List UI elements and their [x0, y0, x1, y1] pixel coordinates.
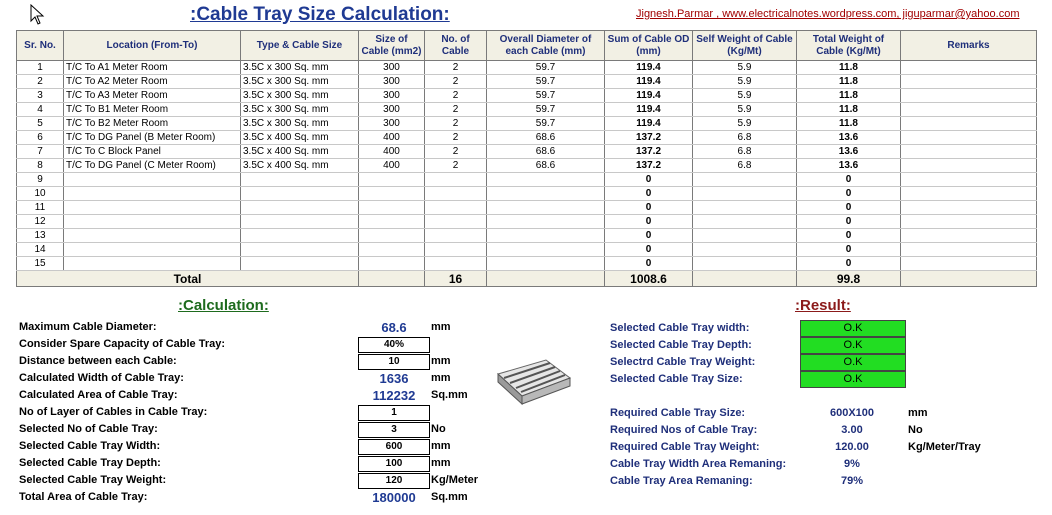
table-cell[interactable]: 8 — [17, 159, 64, 173]
table-cell[interactable]: 137.2 — [605, 131, 693, 145]
table-cell[interactable]: T/C To B1 Meter Room — [64, 103, 241, 117]
table-row — [17, 145, 1037, 159]
result-check-label: Selectrd Cable Tray Weight: — [610, 356, 756, 368]
table-cell[interactable] — [693, 257, 797, 271]
status-badge-ok[interactable]: O.K — [800, 354, 906, 371]
table-cell[interactable] — [425, 215, 487, 229]
cable-table — [16, 30, 1037, 287]
table-cell[interactable] — [901, 229, 1037, 243]
table-cell[interactable]: 119.4 — [605, 103, 693, 117]
author-link[interactable]: Jignesh.Parmar , www.electricalnotes.wordpress.com, jiguparmar@yahoo.com — [636, 8, 1020, 20]
total-cell-empty[interactable] — [487, 271, 605, 287]
table-cell[interactable]: T/C To A1 Meter Room — [64, 61, 241, 75]
calc-label: Calculated Width of Cable Tray: — [19, 372, 184, 384]
table-cell[interactable] — [425, 257, 487, 271]
calc-unit: Sq.mm — [431, 491, 468, 503]
calc-unit: No — [431, 423, 446, 435]
table-row — [17, 103, 1037, 117]
table-cell[interactable] — [64, 243, 241, 257]
calc-value: 112232 — [372, 388, 416, 403]
table-cell[interactable] — [901, 243, 1037, 257]
table-cell[interactable] — [359, 229, 425, 243]
table-cell[interactable] — [901, 173, 1037, 187]
col-header[interactable]: Total Weight of Cable (Kg/Mt) — [797, 31, 901, 61]
table-cell[interactable]: 5.9 — [693, 75, 797, 89]
page-title: :Cable Tray Size Calculation: — [190, 4, 450, 25]
calc-unit: mm — [431, 457, 451, 469]
table-cell[interactable] — [901, 257, 1037, 271]
table-cell[interactable]: 14 — [17, 243, 64, 257]
table-cell[interactable]: 3.5C x 400 Sq. mm — [241, 159, 359, 173]
table-cell[interactable]: 1 — [17, 61, 64, 75]
calc-label: Selected Cable Tray Width: — [19, 440, 161, 452]
table-cell[interactable] — [359, 173, 425, 187]
table-cell[interactable]: 0 — [797, 257, 901, 271]
table-cell[interactable]: 15 — [17, 257, 64, 271]
table-cell[interactable]: 13.6 — [797, 159, 901, 173]
table-cell[interactable] — [359, 257, 425, 271]
result-required-unit: Kg/Meter/Tray — [908, 441, 981, 453]
table-cell[interactable] — [901, 61, 1037, 75]
table-cell[interactable]: 4 — [17, 103, 64, 117]
calc-unit: mm — [431, 440, 451, 452]
table-cell[interactable]: 2 — [17, 75, 64, 89]
table-cell[interactable]: 137.2 — [605, 145, 693, 159]
result-required-label: Cable Tray Width Area Remaning: — [610, 458, 787, 470]
table-cell[interactable]: 59.7 — [487, 89, 605, 103]
table-cell[interactable]: 3.5C x 300 Sq. mm — [241, 89, 359, 103]
table-cell[interactable] — [241, 173, 359, 187]
table-row — [17, 257, 1037, 271]
table-row — [17, 75, 1037, 89]
result-title: :Result: — [795, 297, 851, 314]
table-row — [17, 201, 1037, 215]
col-header[interactable]: Overall Diameter of each Cable (mm) — [487, 31, 605, 61]
table-cell[interactable]: T/C To DG Panel (C Meter Room) — [64, 159, 241, 173]
col-header[interactable]: Self Weight of Cable (Kg/Mt) — [693, 31, 797, 61]
calc-value: 1636 — [379, 371, 409, 386]
table-cell[interactable]: 119.4 — [605, 117, 693, 131]
calc-label: Consider Spare Capacity of Cable Tray: — [19, 338, 226, 350]
table-cell[interactable]: 68.6 — [487, 159, 605, 173]
table-cell[interactable]: 5.9 — [693, 89, 797, 103]
calc-input-field[interactable]: 1 — [358, 405, 430, 421]
table-cell[interactable] — [241, 215, 359, 229]
table-cell[interactable] — [487, 215, 605, 229]
calc-input-field[interactable]: 3 — [358, 422, 430, 438]
table-cell[interactable]: 6.8 — [693, 131, 797, 145]
table-cell[interactable] — [901, 117, 1037, 131]
table-cell[interactable]: 0 — [797, 173, 901, 187]
calc-value: 180000 — [372, 490, 416, 505]
calc-label: Selected Cable Tray Depth: — [19, 457, 161, 469]
table-cell[interactable] — [901, 187, 1037, 201]
table-cell[interactable] — [693, 229, 797, 243]
table-cell[interactable]: 300 — [359, 117, 425, 131]
table-row — [17, 243, 1037, 257]
table-cell[interactable]: 0 — [605, 229, 693, 243]
result-required-unit: No — [908, 424, 923, 436]
table-cell[interactable] — [693, 243, 797, 257]
result-required-value[interactable]: 120.00 — [835, 441, 869, 453]
table-cell[interactable] — [64, 187, 241, 201]
calc-label: Selected Cable Tray Weight: — [19, 474, 167, 486]
table-cell[interactable]: T/C To C Block Panel — [64, 145, 241, 159]
total-cell-empty[interactable] — [693, 271, 797, 287]
table-cell[interactable] — [901, 201, 1037, 215]
status-badge-ok[interactable]: O.K — [800, 320, 906, 337]
col-header[interactable]: Sr. No. — [17, 31, 64, 61]
table-cell[interactable]: 400 — [359, 131, 425, 145]
table-cell[interactable] — [64, 257, 241, 271]
table-cell[interactable] — [901, 159, 1037, 173]
total-weight[interactable]: 99.8 — [797, 271, 901, 287]
table-cell[interactable]: 0 — [605, 243, 693, 257]
table-cell[interactable]: T/C To DG Panel (B Meter Room) — [64, 131, 241, 145]
table-cell[interactable]: 2 — [425, 75, 487, 89]
calc-unit: mm — [431, 355, 451, 367]
col-header[interactable]: Size of Cable (mm2) — [359, 31, 425, 61]
table-cell[interactable]: 2 — [425, 145, 487, 159]
table-cell[interactable]: 119.4 — [605, 75, 693, 89]
calc-input-field[interactable]: 600 — [358, 439, 430, 455]
table-cell[interactable]: 3.5C x 300 Sq. mm — [241, 103, 359, 117]
table-cell[interactable]: 13.6 — [797, 145, 901, 159]
result-required-label: Cable Tray Area Remaning: — [610, 475, 753, 487]
table-cell[interactable]: 13 — [17, 229, 64, 243]
table-cell[interactable]: 0 — [605, 257, 693, 271]
table-cell[interactable] — [901, 75, 1037, 89]
table-cell[interactable] — [359, 243, 425, 257]
table-row — [17, 159, 1037, 173]
result-required-value[interactable]: 3.00 — [841, 424, 863, 436]
table-cell[interactable] — [241, 243, 359, 257]
calc-input-field[interactable]: 40% — [358, 337, 430, 353]
table-cell[interactable]: T/C To A3 Meter Room — [64, 89, 241, 103]
table-row — [17, 131, 1037, 145]
status-badge-ok[interactable]: O.K — [800, 337, 906, 354]
table-cell[interactable]: 11.8 — [797, 117, 901, 131]
table-cell[interactable]: 0 — [605, 201, 693, 215]
table-cell[interactable]: 0 — [797, 229, 901, 243]
table-cell[interactable]: 3.5C x 300 Sq. mm — [241, 61, 359, 75]
table-cell[interactable] — [241, 229, 359, 243]
result-required-value[interactable]: 600X100 — [829, 407, 875, 419]
table-cell[interactable]: 59.7 — [487, 75, 605, 89]
table-cell[interactable] — [487, 243, 605, 257]
calc-label: No of Layer of Cables in Cable Tray: — [19, 406, 208, 418]
table-cell[interactable]: 12 — [17, 215, 64, 229]
result-required-label: Required Cable Tray Size: — [610, 407, 746, 419]
table-cell[interactable]: 59.7 — [487, 117, 605, 131]
table-cell[interactable] — [693, 201, 797, 215]
table-cell[interactable] — [64, 173, 241, 187]
result-required-label: Required Nos of Cable Tray: — [610, 424, 758, 436]
table-cell[interactable]: T/C To A2 Meter Room — [64, 75, 241, 89]
calc-input-field[interactable]: 100 — [358, 456, 430, 472]
table-cell[interactable]: 5.9 — [693, 117, 797, 131]
col-header[interactable]: Location (From-To) — [64, 31, 241, 61]
table-cell[interactable] — [64, 229, 241, 243]
calc-input-field[interactable]: 10 — [358, 354, 430, 370]
table-cell[interactable]: 10 — [17, 187, 64, 201]
table-cell[interactable]: 11.8 — [797, 103, 901, 117]
total-label[interactable]: Total — [17, 271, 359, 287]
table-cell[interactable]: T/C To B2 Meter Room — [64, 117, 241, 131]
table-cell[interactable]: 3.5C x 400 Sq. mm — [241, 145, 359, 159]
calc-label: Selected No of Cable Tray: — [19, 423, 158, 435]
table-cell[interactable]: 2 — [425, 159, 487, 173]
table-cell[interactable] — [487, 187, 605, 201]
table-cell[interactable]: 68.6 — [487, 145, 605, 159]
table-cell[interactable] — [901, 103, 1037, 117]
table-cell[interactable]: 59.7 — [487, 103, 605, 117]
table-cell[interactable]: 3.5C x 300 Sq. mm — [241, 75, 359, 89]
result-required-label: Required Cable Tray Weight: — [610, 441, 760, 453]
table-cell[interactable]: 0 — [797, 187, 901, 201]
calc-label: Distance between each Cable: — [19, 355, 177, 367]
table-cell[interactable]: 119.4 — [605, 61, 693, 75]
table-cell[interactable] — [425, 201, 487, 215]
calculation-title: :Calculation: — [178, 297, 269, 314]
table-cell[interactable] — [241, 187, 359, 201]
calc-value: 68.6 — [381, 320, 407, 335]
table-cell[interactable]: 11.8 — [797, 89, 901, 103]
table-cell[interactable]: 0 — [797, 201, 901, 215]
col-header[interactable]: Sum of Cable OD (mm) — [605, 31, 693, 61]
table-cell[interactable]: 2 — [425, 131, 487, 145]
table-cell[interactable]: 5.9 — [693, 103, 797, 117]
table-cell[interactable]: 6.8 — [693, 145, 797, 159]
table-cell[interactable] — [64, 201, 241, 215]
table-cell[interactable]: 9 — [17, 173, 64, 187]
table-cell[interactable]: 119.4 — [605, 89, 693, 103]
table-cell[interactable]: 2 — [425, 117, 487, 131]
table-row — [17, 187, 1037, 201]
table-cell[interactable]: 11.8 — [797, 75, 901, 89]
table-cell[interactable]: 2 — [425, 61, 487, 75]
table-cell[interactable]: 68.6 — [487, 131, 605, 145]
table-cell[interactable]: 300 — [359, 103, 425, 117]
table-cell[interactable]: 0 — [605, 215, 693, 229]
mouse-pointer-icon — [30, 4, 46, 26]
table-cell[interactable] — [359, 201, 425, 215]
table-cell[interactable]: 137.2 — [605, 159, 693, 173]
table-cell[interactable]: 0 — [797, 215, 901, 229]
table-cell[interactable]: 11.8 — [797, 61, 901, 75]
table-cell[interactable] — [487, 229, 605, 243]
table-cell[interactable] — [901, 145, 1037, 159]
table-cell[interactable]: 300 — [359, 61, 425, 75]
table-cell[interactable] — [693, 187, 797, 201]
table-cell[interactable]: 0 — [605, 187, 693, 201]
table-row — [17, 61, 1037, 75]
table-cell[interactable]: 5 — [17, 117, 64, 131]
table-cell[interactable]: 5.9 — [693, 61, 797, 75]
table-cell[interactable] — [693, 173, 797, 187]
table-row — [17, 89, 1037, 103]
calc-label: Calculated Area of Cable Tray: — [19, 389, 178, 401]
table-cell[interactable] — [359, 215, 425, 229]
table-cell[interactable] — [901, 131, 1037, 145]
col-header[interactable]: Remarks — [901, 31, 1037, 61]
table-cell[interactable] — [901, 89, 1037, 103]
table-cell[interactable]: 3.5C x 300 Sq. mm — [241, 117, 359, 131]
col-header[interactable]: No. of Cable — [425, 31, 487, 61]
table-cell[interactable]: 300 — [359, 89, 425, 103]
table-cell[interactable]: 3.5C x 400 Sq. mm — [241, 131, 359, 145]
result-check-label: Selected Cable Tray Size: — [610, 373, 743, 385]
total-sum-od[interactable]: 1008.6 — [605, 271, 693, 287]
table-cell[interactable]: 59.7 — [487, 61, 605, 75]
table-cell[interactable] — [359, 187, 425, 201]
table-cell[interactable] — [241, 201, 359, 215]
table-cell[interactable] — [901, 215, 1037, 229]
table-cell[interactable]: 400 — [359, 145, 425, 159]
cable-tray-ladder-icon — [494, 356, 574, 412]
table-cell[interactable] — [241, 257, 359, 271]
table-cell[interactable]: 3 — [17, 89, 64, 103]
total-row — [17, 271, 1037, 287]
table-cell[interactable]: 2 — [425, 89, 487, 103]
table-cell[interactable] — [425, 229, 487, 243]
table-row — [17, 229, 1037, 243]
table-cell[interactable]: 11 — [17, 201, 64, 215]
table-cell[interactable] — [487, 201, 605, 215]
total-cell-empty[interactable] — [359, 271, 425, 287]
col-header[interactable]: Type & Cable Size — [241, 31, 359, 61]
result-check-label: Selected Cable Tray Depth: — [610, 339, 752, 351]
table-cell[interactable]: 300 — [359, 75, 425, 89]
result-required-value[interactable]: 79% — [840, 475, 864, 487]
total-cell-empty[interactable] — [901, 271, 1037, 287]
calc-label: Maximum Cable Diameter: — [19, 321, 157, 333]
calc-unit: mm — [431, 321, 451, 333]
table-row — [17, 215, 1037, 229]
table-cell[interactable] — [693, 215, 797, 229]
table-cell[interactable]: 0 — [797, 243, 901, 257]
table-cell[interactable] — [425, 173, 487, 187]
calc-unit: Sq.mm — [431, 389, 468, 401]
table-cell[interactable] — [425, 187, 487, 201]
table-header-row — [17, 31, 1037, 61]
result-required-value[interactable]: 9% — [844, 458, 860, 470]
total-cables[interactable]: 16 — [425, 271, 487, 287]
calc-unit: Kg/Meter — [431, 474, 479, 486]
table-cell[interactable]: 13.6 — [797, 131, 901, 145]
table-cell[interactable]: 0 — [605, 173, 693, 187]
table-cell[interactable]: 400 — [359, 159, 425, 173]
table-cell[interactable]: 6.8 — [693, 159, 797, 173]
calc-label: Total Area of Cable Tray: — [19, 491, 148, 503]
table-row — [17, 117, 1037, 131]
table-cell[interactable]: 7 — [17, 145, 64, 159]
table-cell[interactable] — [64, 215, 241, 229]
calc-input-field[interactable]: 120 — [358, 473, 430, 489]
status-badge-ok[interactable]: O.K — [800, 371, 906, 388]
table-cell[interactable]: 2 — [425, 103, 487, 117]
table-cell[interactable] — [425, 243, 487, 257]
table-cell[interactable]: 6 — [17, 131, 64, 145]
table-cell[interactable] — [487, 173, 605, 187]
table-row — [17, 173, 1037, 187]
table-cell[interactable] — [487, 257, 605, 271]
result-required-unit: mm — [908, 407, 928, 419]
calc-unit: mm — [431, 372, 451, 384]
result-check-label: Selected Cable Tray width: — [610, 322, 750, 334]
